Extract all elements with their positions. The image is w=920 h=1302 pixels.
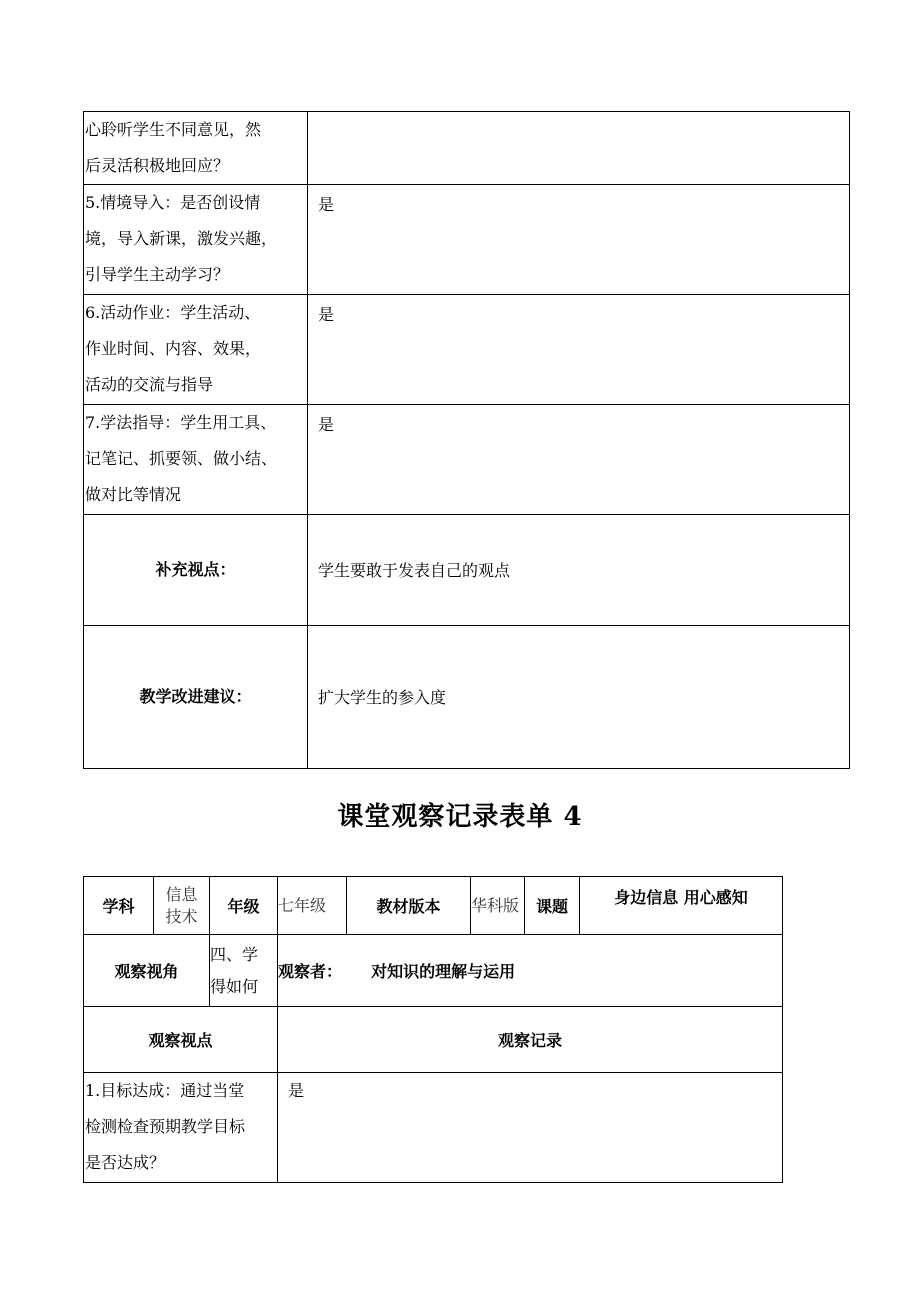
observer-value: 对知识的理解与运用 — [371, 962, 516, 981]
grade-label: 年级 — [210, 877, 278, 935]
table-row — [84, 295, 850, 405]
table-row — [84, 112, 850, 185]
suggestion-label: 教学改进建议： — [84, 626, 308, 769]
subject-value-line: 信息 — [165, 884, 198, 904]
record-cell — [308, 112, 850, 185]
record-cell: 是 — [308, 405, 850, 515]
supplement-row — [84, 515, 850, 626]
subject-value — [154, 877, 210, 935]
viewpoint-line: 活动的交流与指导 — [85, 375, 214, 394]
observation-table-continued — [83, 111, 850, 769]
viewpoint-cell — [84, 185, 308, 295]
angle-value — [210, 935, 278, 1007]
viewpoint-line: 心聆听学生不同意见，然 — [85, 120, 262, 139]
suggestion-value: 扩大学生的参入度 — [308, 626, 850, 769]
angle-value-line: 四、学 — [210, 944, 259, 964]
viewpoint-line: 7.学法指导：学生用工具、 — [85, 413, 277, 432]
table-row — [84, 1073, 783, 1183]
topic-label: 课题 — [525, 877, 580, 935]
viewpoint-cell — [84, 295, 308, 405]
viewpoint-cell — [84, 405, 308, 515]
supplement-value: 学生要敢于发表自己的观点 — [308, 515, 850, 626]
observer-cell — [278, 935, 783, 1007]
header-row — [84, 877, 783, 935]
viewpoint-line: 境，导入新课，激发兴趣， — [85, 229, 278, 248]
table-row — [84, 185, 850, 295]
col-record: 观察记录 — [278, 1007, 783, 1073]
viewpoint-cell — [84, 1073, 278, 1183]
column-header-row — [84, 1007, 783, 1073]
observer-label: 观察者： — [278, 962, 343, 981]
table-row — [84, 405, 850, 515]
subject-label: 学科 — [84, 877, 154, 935]
supplement-label: 补充视点： — [84, 515, 308, 626]
grade-value: 七年级 — [278, 877, 347, 935]
angle-value-line: 得如何 — [210, 976, 259, 996]
suggestion-row — [84, 626, 850, 769]
viewpoint-line: 5.情境导入：是否创设情 — [85, 193, 261, 212]
record-cell: 是 — [308, 295, 850, 405]
viewpoint-cell — [84, 112, 308, 185]
viewpoint-line: 后灵活积极地回应？ — [85, 156, 230, 175]
textbook-label: 教材版本 — [347, 877, 471, 935]
record-cell: 是 — [308, 185, 850, 295]
viewpoint-line: 是否达成？ — [85, 1153, 166, 1172]
col-viewpoint: 观察视点 — [84, 1007, 278, 1073]
observation-form-4 — [83, 876, 783, 1183]
viewpoint-line: 1.目标达成：通过当堂 — [85, 1081, 245, 1100]
topic-value: 身边信息 用心感知 — [580, 877, 783, 935]
subject-value-line: 技术 — [165, 906, 198, 926]
form-title: 课堂观察记录表单 4 — [337, 802, 583, 832]
angle-row — [84, 935, 783, 1007]
viewpoint-line: 检测检查预期教学目标 — [85, 1117, 246, 1136]
viewpoint-line: 做对比等情况 — [85, 485, 182, 504]
viewpoint-line: 引导学生主动学习？ — [85, 265, 230, 284]
record-cell: 是 — [278, 1073, 783, 1183]
viewpoint-line: 作业时间、内容、效果， — [85, 339, 262, 358]
textbook-value: 华科版 — [471, 877, 525, 935]
viewpoint-line: 记笔记、抓要领、做小结、 — [85, 449, 278, 468]
viewpoint-line: 6.活动作业：学生活动、 — [85, 303, 261, 322]
angle-label: 观察视角 — [84, 935, 210, 1007]
